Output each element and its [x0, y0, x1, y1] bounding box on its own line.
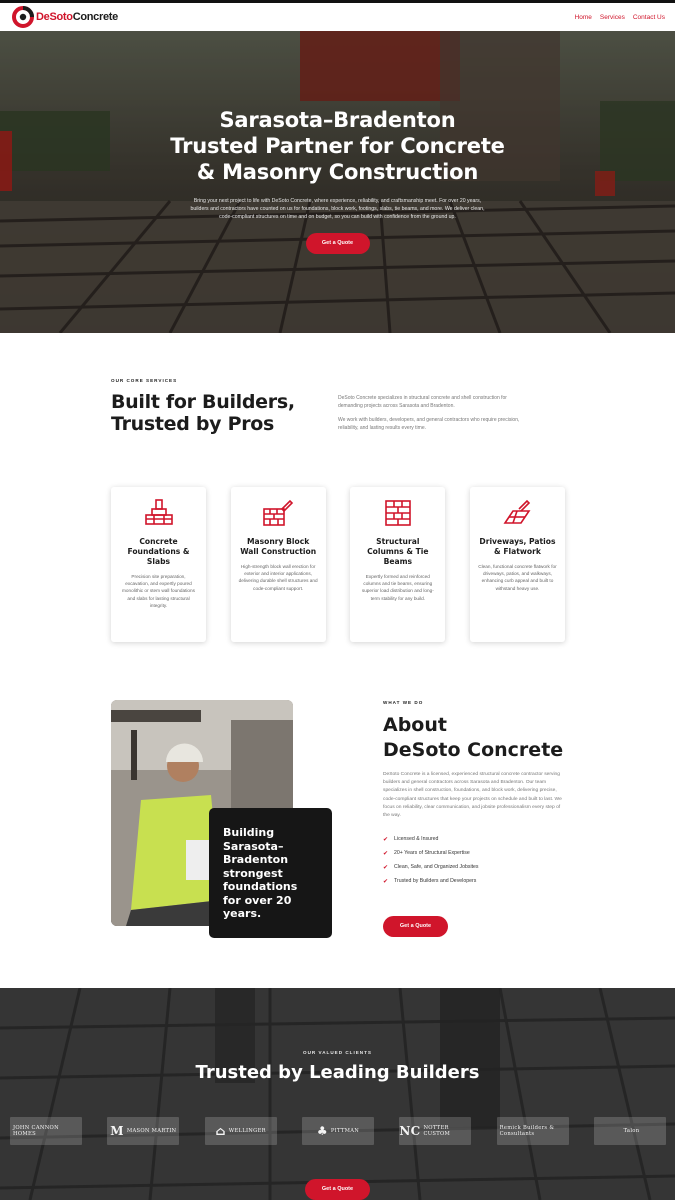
site-logo[interactable]	[12, 6, 118, 28]
about-text: DeSoto Concrete is a licensed, experienced structural concrete contractor serving builders and general contractors across Sarasota and Bradenton. Our team specializes in shell construction, foundations, and block work, delivering precise, code-compliant structures that keep your projects on schedule and built to last. We focus on reliability, clear communication, and jobsite professionalism every step of the way.	[383, 772, 562, 819]
service-card-text: Precision site preparation, excavation, and expertly poured monolithic or stem wall foundations and slabs for lasting structural integrity.	[122, 574, 195, 608]
client-logo: Remick Builders & Consultants	[497, 1117, 569, 1145]
client-logos	[10, 1117, 666, 1147]
logo-text: DeSotoConcrete	[36, 11, 118, 23]
client-logo: ♣ PITTMAN	[302, 1117, 374, 1145]
hero-subtitle: Bring your next project to life with DeSoto Concrete, where experience, reliability, and craftsmanship meet. For over 20 years, builders and contractors have counted on us for foundations, block work, footings, slabs, tie beams, and more. We deliver clean, code-compliant structures on time and on budget, so you can build with confidence from the ground up.	[190, 198, 485, 220]
client-logo: JOHN CANNON HOMES	[10, 1117, 82, 1145]
check-item: ✔ Clean, Safe, and Organized Jobsites	[383, 864, 479, 871]
client-logo: NC NOTTER CUSTOM	[399, 1117, 471, 1145]
brick-column-icon	[382, 497, 414, 529]
service-card-title: Masonry Block Wall Construction	[240, 537, 317, 556]
brick-trowel-icon	[262, 497, 294, 529]
about-callout: Building Sarasota–Bradenton strongest foundations for over 20 years.	[209, 808, 332, 938]
nav-contact-us[interactable]: Contact Us	[632, 13, 665, 21]
service-card-text: High-strength block wall erection for exterior and interior applications, delivering durable shell structures and code-compliant support.	[238, 564, 318, 591]
logo-icon	[12, 6, 34, 28]
services-title: Built for Builders, Trusted by Pros	[111, 391, 295, 435]
about-checklist	[383, 832, 568, 888]
hero-title: Sarasota–Bradenton Trusted Partner for Concrete & Masonry Construction	[170, 108, 505, 184]
check-icon: ✔	[383, 864, 389, 871]
clients-title: Trusted by Leading Builders	[195, 1062, 480, 1083]
check-icon: ✔	[383, 850, 389, 857]
service-card-columns[interactable]	[350, 487, 445, 642]
clients-get-quote-button[interactable]: Get a Quote	[305, 1179, 370, 1200]
check-icon: ✔	[383, 836, 389, 843]
service-card-title: Driveways, Patios & Flatwork	[479, 537, 556, 556]
service-card-text: Clean, functional concrete flatwork for driveways, patios, and walkways, enhancing curb appeal and built to withstand heavy use.	[478, 564, 557, 591]
about-get-quote-button[interactable]: Get a Quote	[383, 916, 448, 937]
services-eyebrow: OUR CORE SERVICES	[111, 378, 178, 383]
client-logo: ⌂ WELLINGER	[205, 1117, 277, 1145]
hero-section	[0, 31, 675, 333]
nav-services[interactable]: Services	[599, 13, 625, 21]
service-card-title: Concrete Foundations & Slabs	[127, 537, 190, 566]
check-item: ✔ Licensed & Insured	[383, 836, 439, 843]
hero-get-quote-button[interactable]: Get a Quote	[306, 233, 370, 254]
check-item: ✔ 20+ Years of Structural Expertise	[383, 850, 470, 857]
service-card-driveways[interactable]	[470, 487, 565, 642]
services-description: DeSoto Concrete specializes in structural concrete and shell construction for demanding projects across Sarasota and Bradenton. We work with builders, developers, and general contractors who require precision, reliability, and lasting results every time.	[338, 395, 520, 431]
check-item: ✔ Trusted by Builders and Developers	[383, 878, 477, 885]
about-title: About DeSoto Concrete	[383, 714, 564, 761]
service-card-masonry[interactable]	[231, 487, 326, 642]
check-icon: ✔	[383, 878, 389, 885]
clients-section	[0, 988, 675, 1200]
nav-home[interactable]: Home	[574, 13, 592, 21]
main-nav	[575, 14, 665, 21]
services-cards	[111, 487, 565, 642]
about-eyebrow: WHAT WE DO	[383, 700, 424, 705]
service-card-text: Expertly formed and reinforced columns and tie beams, ensuring superior load distribution and long-term stability for any build.	[361, 574, 434, 601]
service-card-foundations[interactable]	[111, 487, 206, 642]
service-card-title: Structural Columns & Tie Beams	[367, 537, 429, 566]
client-logo: Talon	[594, 1117, 666, 1145]
clients-eyebrow: OUR VALUED CLIENTS	[303, 1050, 372, 1055]
site-header	[0, 3, 675, 31]
about-content	[383, 700, 568, 888]
client-logo: M MASON MARTIN	[107, 1117, 179, 1145]
foundation-icon	[143, 497, 175, 529]
driveway-icon	[501, 497, 533, 529]
